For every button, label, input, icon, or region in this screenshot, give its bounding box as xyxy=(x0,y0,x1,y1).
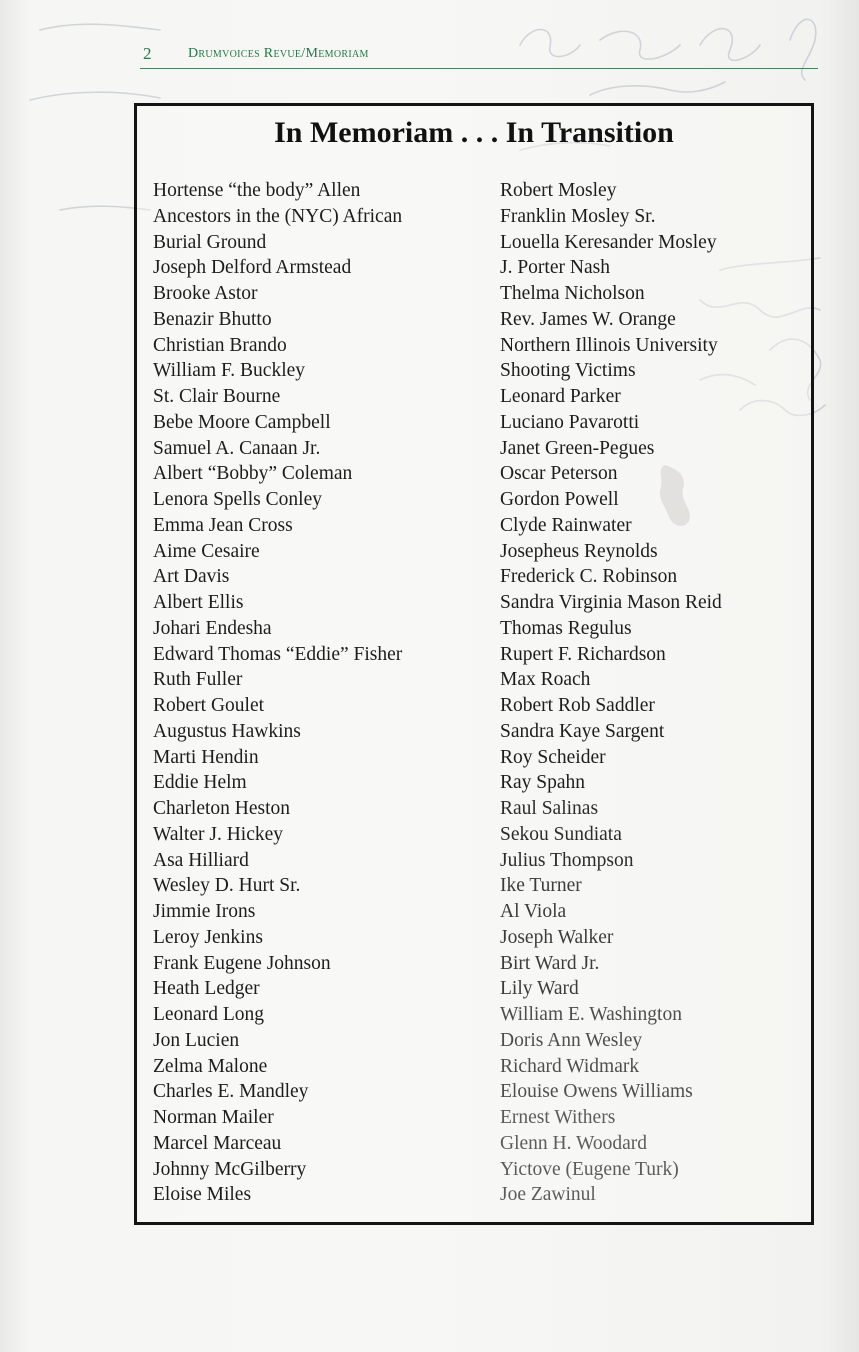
memorial-name: Max Roach xyxy=(500,669,591,691)
memorial-name: Ernest Withers xyxy=(500,1107,616,1128)
memorial-name: Frederick C. Robinson xyxy=(500,566,678,588)
memorial-name: Johnny McGilberry xyxy=(153,1158,307,1180)
memorial-name: Zelma Malone xyxy=(153,1055,268,1077)
memorial-name: Raul Salinas xyxy=(500,798,599,819)
memorial-name: Art Davis xyxy=(153,566,230,588)
memorial-name: Christian Brando xyxy=(153,334,287,356)
memorial-name: Ancestors in the (NYC) African xyxy=(153,205,403,227)
memorial-name: Gordon Powell xyxy=(500,489,619,510)
memorial-name: Heath Ledger xyxy=(153,978,260,1000)
memorial-name: Josepheus Reynolds xyxy=(500,540,658,562)
memorial-name: Glenn H. Woodard xyxy=(500,1132,648,1154)
memorial-name: Samuel A. Canaan Jr. xyxy=(153,437,321,459)
memorial-name: Ray Spahn xyxy=(500,772,586,794)
memorial-name: Northern Illinois University xyxy=(500,334,718,356)
memorial-name: Lenora Spells Conley xyxy=(153,489,322,510)
memorial-name: Asa Hilliard xyxy=(153,849,249,871)
memorial-name: Frank Eugene Johnson xyxy=(153,952,331,974)
memorial-name: Oscar Peterson xyxy=(500,463,618,485)
memorial-name: Louella Keresander Mosley xyxy=(500,231,717,253)
running-head-title: Drumvoices Revue/Memoriam xyxy=(188,46,369,61)
memorial-name: Birt Ward Jr. xyxy=(500,952,600,974)
memorial-name: Thelma Nicholson xyxy=(500,283,645,304)
memorial-name: Doris Ann Wesley xyxy=(500,1029,643,1051)
memorial-name: Wesley D. Hurt Sr. xyxy=(153,875,301,897)
memorial-name: Jimmie Irons xyxy=(153,901,256,922)
memorial-name: Bebe Moore Campbell xyxy=(153,411,331,433)
memorial-name: Charleton Heston xyxy=(153,798,291,819)
memorial-name: Julius Thompson xyxy=(500,849,634,871)
memorial-name: Elouise Owens Williams xyxy=(500,1081,693,1103)
memorial-name: Richard Widmark xyxy=(500,1055,640,1077)
memorial-name: Rev. James W. Orange xyxy=(500,308,676,330)
memorial-name: Sandra Virginia Mason Reid xyxy=(500,592,722,613)
names-column-left xyxy=(153,178,493,1208)
memorial-name: Albert “Bobby” Coleman xyxy=(153,463,353,485)
memorial-name: Joseph Delford Armstead xyxy=(153,257,352,279)
memorial-name: Shooting Victims xyxy=(500,360,636,382)
memorial-name: Robert Mosley xyxy=(500,180,617,201)
memorial-name: Janet Green-Pegues xyxy=(500,437,655,459)
memorial-name: Ruth Fuller xyxy=(153,669,243,691)
memorial-name: Luciano Pavarotti xyxy=(500,411,640,433)
memorial-name: Franklin Mosley Sr. xyxy=(500,205,656,227)
memorial-name: Norman Mailer xyxy=(153,1107,274,1128)
memorial-name: Leonard Long xyxy=(153,1004,265,1025)
memorial-name: Charles E. Mandley xyxy=(153,1081,309,1103)
memorial-name: Walter J. Hickey xyxy=(153,823,284,845)
memorial-name: Edward Thomas “Eddie” Fisher xyxy=(153,643,403,665)
memorial-name: Joseph Walker xyxy=(500,926,614,948)
running-header xyxy=(140,38,818,69)
memoriam-box xyxy=(134,103,814,1225)
memorial-name: Rupert F. Richardson xyxy=(500,643,666,665)
memorial-name: Albert Ellis xyxy=(153,592,244,613)
memorial-name: William F. Buckley xyxy=(153,360,306,382)
memorial-name: Joe Zawinul xyxy=(500,1184,596,1206)
memorial-name: Sandra Kaye Sargent xyxy=(500,720,665,742)
memorial-name: Hortense “the body” Allen xyxy=(153,180,361,201)
memorial-name: Benazir Bhutto xyxy=(153,308,272,330)
memorial-name: Burial Ground xyxy=(153,231,267,253)
memorial-name: Leonard Parker xyxy=(500,386,621,407)
page-title: In Memoriam . . . In Transition xyxy=(274,116,674,149)
names-column-right xyxy=(500,178,800,1208)
memorial-name: Thomas Regulus xyxy=(500,617,632,639)
memorial-name: Augustus Hawkins xyxy=(153,720,301,742)
memorial-name: Robert Goulet xyxy=(153,695,265,716)
memorial-name: St. Clair Bourne xyxy=(153,386,281,407)
memorial-name: Al Viola xyxy=(500,901,567,922)
memorial-name: Leroy Jenkins xyxy=(153,926,263,948)
memorial-name: Jon Lucien xyxy=(153,1029,240,1051)
memorial-name: Marti Hendin xyxy=(153,746,259,768)
memorial-name: Yictove (Eugene Turk) xyxy=(500,1158,679,1180)
memorial-name: Roy Scheider xyxy=(500,746,606,768)
memorial-name: Brooke Astor xyxy=(153,283,258,304)
memorial-name: Robert Rob Saddler xyxy=(500,695,655,716)
memorial-name: J. Porter Nash xyxy=(500,257,610,279)
memorial-name: Ike Turner xyxy=(500,875,582,897)
memorial-name: Eddie Helm xyxy=(153,772,247,794)
memorial-name: Lily Ward xyxy=(500,978,579,1000)
page-number: 2 xyxy=(143,44,152,63)
memorial-name: Aime Cesaire xyxy=(153,540,260,562)
memorial-name: Clyde Rainwater xyxy=(500,514,632,536)
memorial-name: William E. Washington xyxy=(500,1004,682,1025)
memorial-name: Sekou Sundiata xyxy=(500,823,622,845)
memorial-name: Eloise Miles xyxy=(153,1184,252,1206)
memorial-name: Emma Jean Cross xyxy=(153,514,293,536)
memorial-name: Johari Endesha xyxy=(153,617,272,639)
memorial-name: Marcel Marceau xyxy=(153,1132,282,1154)
